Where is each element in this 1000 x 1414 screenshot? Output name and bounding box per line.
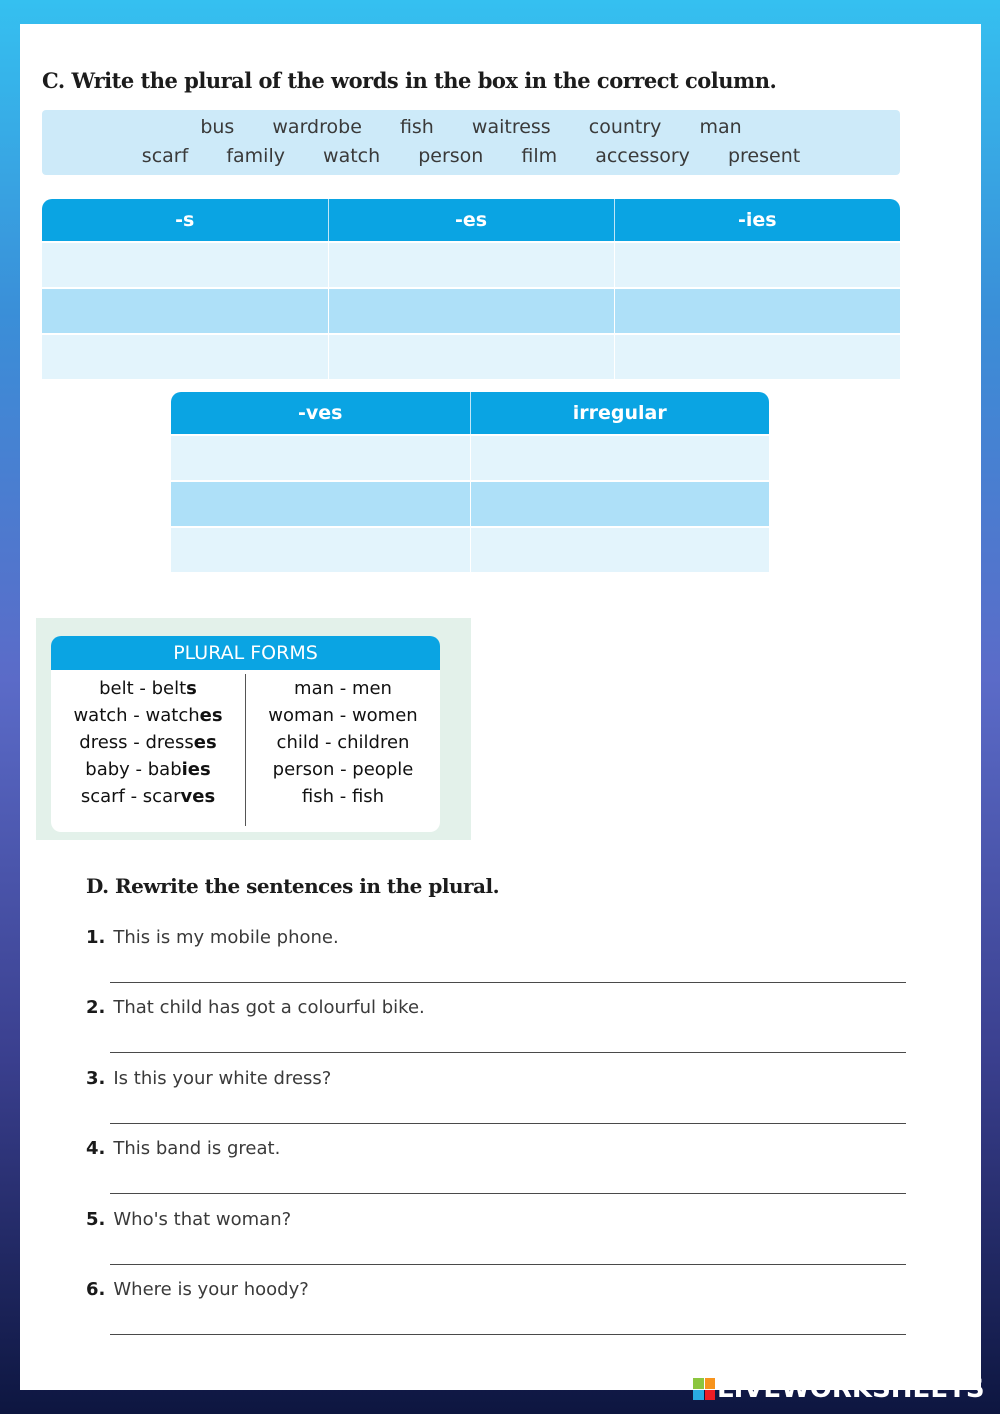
column-header-irregular: irregular xyxy=(470,392,769,435)
sentence-5: 5. Who's that woman? xyxy=(86,1209,292,1230)
word: family xyxy=(226,145,285,167)
word: man xyxy=(699,116,742,138)
liveworksheets-wordmark: LIVEWORKSHEETS xyxy=(717,1374,985,1404)
sorting-table-s-es-ies xyxy=(42,199,900,379)
liveworksheets-logo xyxy=(693,1374,985,1404)
answer-line-5[interactable] xyxy=(110,1264,906,1265)
word: wardrobe xyxy=(272,116,362,138)
answer-cell[interactable] xyxy=(42,288,328,334)
answer-cell[interactable] xyxy=(470,435,769,481)
word-box xyxy=(42,110,900,175)
plural-example: person - people xyxy=(272,759,414,780)
answer-cell[interactable] xyxy=(470,527,769,572)
plural-example: woman - women xyxy=(268,705,418,726)
sentence-3: 3. Is this your white dress? xyxy=(86,1068,332,1089)
answer-cell[interactable] xyxy=(614,242,900,288)
word: present xyxy=(727,145,801,167)
sentence-1: 1. This is my mobile phone. xyxy=(86,927,339,948)
answer-line-2[interactable] xyxy=(110,1052,906,1053)
word: waitress xyxy=(471,116,551,138)
word: country xyxy=(588,116,662,138)
plural-example: belt - belts xyxy=(99,678,197,699)
sentence-4: 4. This band is great. xyxy=(86,1138,281,1159)
word: bus xyxy=(200,116,235,138)
answer-line-3[interactable] xyxy=(110,1123,906,1124)
word: fish xyxy=(399,116,434,138)
answer-cell[interactable] xyxy=(328,242,614,288)
plural-example: baby - babies xyxy=(85,759,211,780)
column-header-s: -s xyxy=(42,199,328,242)
word: watch xyxy=(323,145,381,167)
answer-line-1[interactable] xyxy=(110,982,906,983)
answer-cell[interactable] xyxy=(171,527,470,572)
answer-cell[interactable] xyxy=(42,242,328,288)
answer-cell[interactable] xyxy=(171,481,470,527)
answer-line-6[interactable] xyxy=(110,1334,906,1335)
answer-cell[interactable] xyxy=(328,334,614,379)
column-header-ves: -ves xyxy=(171,392,470,435)
plural-forms-card xyxy=(51,636,440,832)
plural-example: scarf - scarves xyxy=(80,786,216,807)
word-row xyxy=(42,116,900,138)
plural-example: watch - watches xyxy=(73,705,223,726)
liveworksheets-logo-icon xyxy=(693,1378,715,1400)
worksheet-page xyxy=(20,24,981,1390)
column-header-ies: -ies xyxy=(614,199,900,242)
sentence-2: 2. That child has got a colourful bike. xyxy=(86,997,425,1018)
answer-cell[interactable] xyxy=(614,288,900,334)
plural-example: child - children xyxy=(276,732,410,753)
plural-example: fish - fish xyxy=(301,786,385,807)
answer-cell[interactable] xyxy=(328,288,614,334)
plural-example: dress - dresses xyxy=(79,732,217,753)
answer-cell[interactable] xyxy=(42,334,328,379)
section-c-title: C. Write the plural of the words in the box in the correct column. xyxy=(42,68,777,93)
sorting-table-ves-irregular xyxy=(171,392,769,572)
plural-forms-title: PLURAL FORMS xyxy=(51,636,440,670)
regular-plurals-column xyxy=(51,675,245,810)
column-header-es: -es xyxy=(328,199,614,242)
section-d-title: D. Rewrite the sentences in the plural. xyxy=(86,874,500,898)
plural-example: man - men xyxy=(294,678,392,699)
word-row xyxy=(42,145,900,167)
answer-cell[interactable] xyxy=(614,334,900,379)
word: person xyxy=(418,145,484,167)
sentence-6: 6. Where is your hoody? xyxy=(86,1279,309,1300)
word: accessory xyxy=(595,145,690,167)
irregular-plurals-column xyxy=(246,675,440,810)
word: scarf xyxy=(141,145,189,167)
answer-line-4[interactable] xyxy=(110,1193,906,1194)
word: film xyxy=(521,145,558,167)
answer-cell[interactable] xyxy=(171,435,470,481)
answer-cell[interactable] xyxy=(470,481,769,527)
plural-forms-box xyxy=(36,618,471,840)
